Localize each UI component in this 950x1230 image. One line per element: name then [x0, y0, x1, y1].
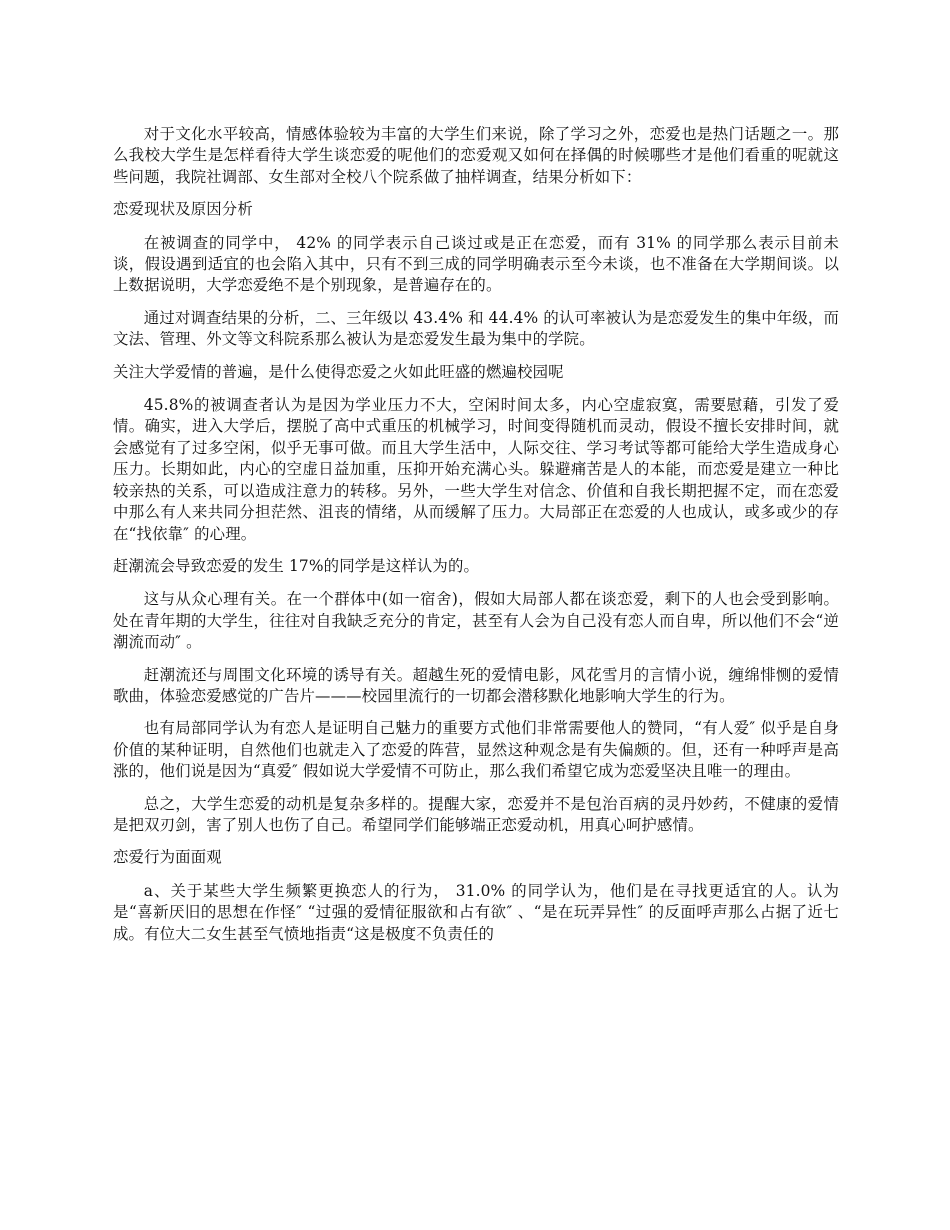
section-heading-status: 恋爱现状及原因分析 — [113, 200, 253, 219]
section-heading-trend: 赶潮流会导致恋爱的发生 17%的同学是这样认为的。 — [113, 556, 480, 575]
document-body — [113, 124, 839, 956]
section-heading-behavior: 恋爱行为面面观 — [113, 848, 222, 867]
section-heading-causes: 关注大学爱情的普遍，是什么使得恋爱之火如此旺盛的燃遍校园呢 — [113, 362, 564, 381]
intro-paragraph: 对于文化水平较高，情感体验较为丰富的大学生们来说，除了学习之外，恋爱也是热门话题之一。那么我校大学生是怎样看待大学生谈恋爱的呢他们的恋爱观又如何在择偶的时候哪些才是他们看重的呢就这些问题，我院社调部、女生部对全校八个院系做了抽样调查，结果分析如下： — [113, 125, 839, 186]
conformity-paragraph: 这与从众心理有关。在一个群体中(如一宿舍)，假如大局部人都在谈恋爱，剩下的人也会受到影响。处在青年期的大学生，往往对自我缺乏充分的肯定，甚至有人会为自己没有恋人而自卑，所以他们不会“逆潮流而动″ 。 — [113, 590, 839, 652]
status-paragraph: 在被调查的同学中， 42% 的同学表示自己谈过或是正在恋爱，而有 31% 的同学那么表示目前未谈，假设遇到适宜的也会陷入其中，只有不到三成的同学明确表示至今未谈，也不准备在大学期间谈。以上数据说明，大学恋爱绝不是个别现象，是普遍存在的。 — [113, 233, 839, 295]
grade-analysis-paragraph: 通过对调查结果的分析，二、三年级以 43.4% 和 44.4% 的认可率被认为是恋爱发生的集中年级，而文法、管理、外文等文科院系那么被认为是恋爱发生最为集中的学院。 — [113, 308, 839, 349]
behavior-paragraph: a、关于某些大学生频繁更换恋人的行为， 31.0% 的同学认为，他们是在寻找更适宜的人。认为是“喜新厌旧的思想在作怪″ “过强的爱情征服欲和占有欲″ 、“是在玩弄异性″ 的反面呼声那么占据了近七成。有位大二女生甚至气愤地指责“这是极度不负责任的 — [113, 881, 839, 943]
causes-paragraph: 45.8%的被调查者认为是因为学业压力不大，空闲时间太多，内心空虚寂寞，需要慰藉，引发了爱情。确实，进入大学后，摆脱了高中式重压的机械学习，时间变得随机而灵动，假设不擅长安排时间，就会感觉有了过多空闲，似乎无事可做。而且大学生活中，人际交往、学习考试等都可能给大学生造成身心压力。长期如此，内心的空虚日益加重，压抑开始充满心头。躲避痛苦是人的本能，而恋爱是建立一种比较亲热的关系，可以造成注意力的转移。另外，一些大学生对信念、价值和自我长期把握不定，而在恋爱中那么有人来共同分担茫然、沮丧的情绪，从而缓解了压力。大局部正在恋爱的人也成认，或多或少的存在“找依靠″ 的心理。 — [113, 396, 839, 543]
summary-paragraph: 总之，大学生恋爱的动机是复杂多样的。提醒大家，恋爱并不是包治百病的灵丹妙药，不健康的爱情是把双刃剑，害了别人也伤了自己。希望同学们能够端正恋爱动机，用真心呵护感情。 — [113, 794, 839, 834]
charm-paragraph: 也有局部同学认为有恋人是证明自己魅力的重要方式他们非常需要他人的赞同，“有人爱″ 似乎是自身价值的某种证明，自然他们也就走入了恋爱的阵营，显然这种观念是有失偏颇的。但，还有一种呼声是高涨的，他们说是因为“真爱″ 假如说大学爱情不可防止，那么我们希望它成为恋爱坚决且唯一的理由。 — [113, 719, 839, 781]
culture-paragraph: 赶潮流还与周围文化环境的诱导有关。超越生死的爱情电影，风花雪月的言情小说，缠绵悱恻的爱情歌曲，体验恋爱感觉的广告片———校园里流行的一切都会潜移默化地影响大学生的行为。 — [113, 665, 839, 705]
